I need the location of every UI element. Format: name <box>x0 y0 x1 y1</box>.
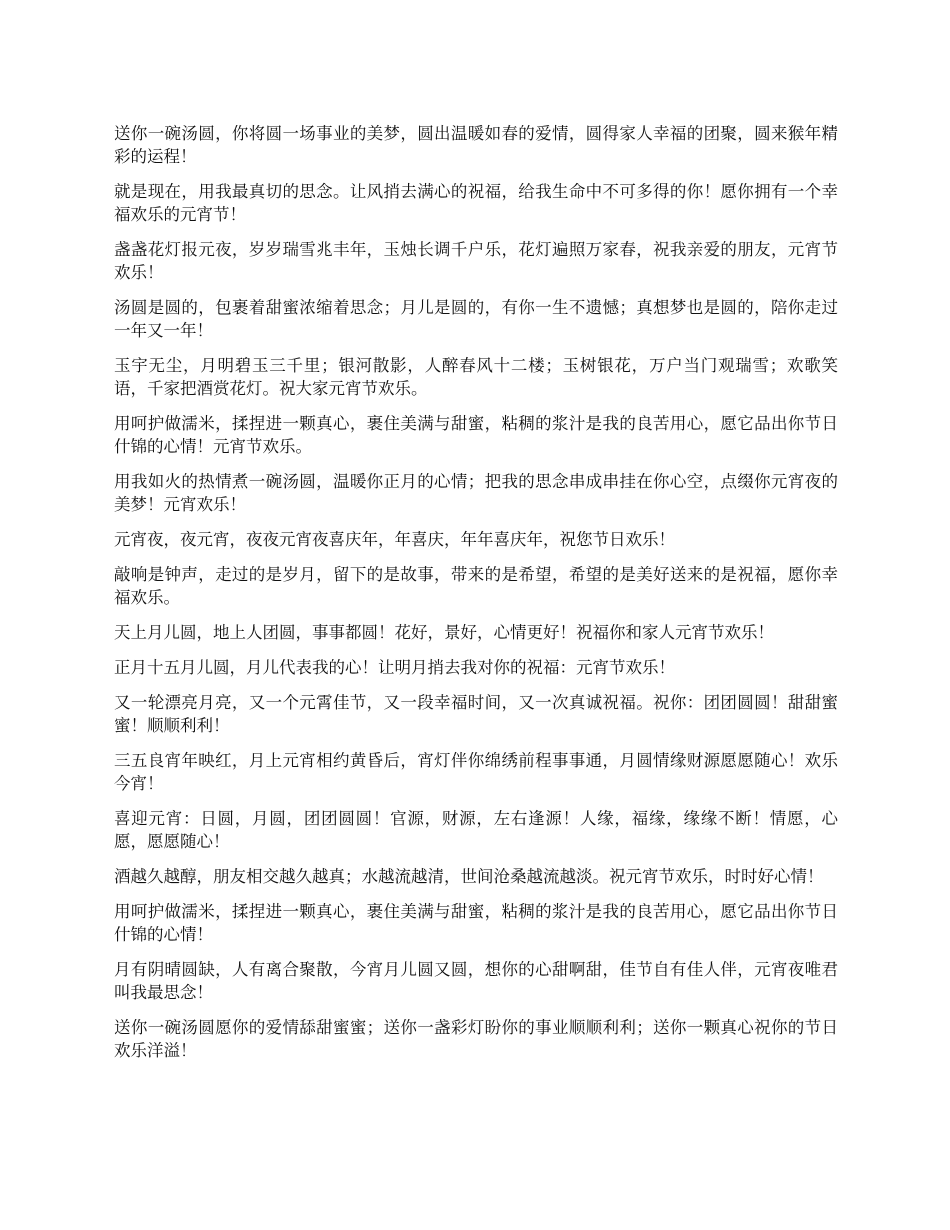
paragraph-3: 盏盏花灯报元夜，岁岁瑞雪兆丰年，玉烛长调千户乐，花灯遍照万家春，祝我亲爱的朋友，元宵节欢乐！ <box>114 240 838 282</box>
paragraph-9: 敲响是钟声，走过的是岁月，留下的是故事，带来的是希望，希望的是美好送来的是祝福，愿你幸福欢乐。 <box>114 565 838 607</box>
paragraph-6: 用呵护做濡米，揉捏进一颗真心，裹住美满与甜蜜，粘稠的浆汁是我的良苦用心，愿它品出你节日什锦的心情！元宵节欢乐。 <box>114 414 838 456</box>
paragraph-18: 送你一碗汤圆愿你的爱情舔甜蜜蜜；送你一盏彩灯盼你的事业顺顺利利；送你一颗真心祝你的节日欢乐洋溢！ <box>114 1018 838 1060</box>
paragraph-11: 正月十五月儿圆，月儿代表我的心！让明月捎去我对你的祝福：元宵节欢乐！ <box>114 658 675 677</box>
paragraph-1: 送你一碗汤圆，你将圆一场事业的美梦，圆出温暖如春的爱情，圆得家人幸福的团聚，圆来猴年精彩的运程！ <box>114 124 838 166</box>
paragraph-15: 酒越久越醇，朋友相交越久越真；水越流越清，世间沧桑越流越淡。祝元宵节欢乐，时时好心情！ <box>114 867 824 886</box>
document-body <box>114 122 838 1074</box>
paragraph-10: 天上月儿圆，地上人团圆，事事都圆！花好，景好，心情更好！祝福你和家人元宵节欢乐！ <box>114 623 774 642</box>
paragraph-17: 月有阴晴圆缺，人有离合聚散，今宵月儿圆又圆，想你的心甜啊甜，佳节自有佳人伴，元宵夜唯君叫我最思念！ <box>114 960 838 1002</box>
paragraph-7: 用我如火的热情煮一碗汤圆，温暖你正月的心情；把我的思念串成串挂在你心空，点缀你元宵夜的美梦！元宵欢乐！ <box>114 472 838 514</box>
paragraph-4: 汤圆是圆的，包裹着甜蜜浓缩着思念；月儿是圆的，有你一生不遗憾；真想梦也是圆的，陪你走过一年又一年！ <box>114 298 838 340</box>
paragraph-16: 用呵护做濡米，揉捏进一颗真心，裹住美满与甜蜜，粘稠的浆汁是我的良苦用心，愿它品出你节日什锦的心情！ <box>114 902 838 944</box>
paragraph-14: 喜迎元宵：日圆，月圆，团团圆圆！官源，财源，左右逢源！人缘，福缘，缘缘不断！情愿，心愿，愿愿随心！ <box>114 809 838 851</box>
paragraph-13: 三五良宵年映红，月上元宵相约黄昏后，宵灯伴你绵绣前程事事通，月圆情缘财源愿愿随心！欢乐今宵！ <box>114 751 838 793</box>
paragraph-2: 就是现在，用我最真切的思念。让风捎去满心的祝福，给我生命中不可多得的你！愿你拥有一个幸福欢乐的元宵节！ <box>114 182 838 224</box>
paragraph-12: 又一轮漂亮月亮，又一个元霄佳节，又一段幸福时间，又一次真诚祝福。祝你：团团圆圆！甜甜蜜蜜！顺顺利利！ <box>114 693 838 735</box>
paragraph-8: 元宵夜，夜元宵，夜夜元宵夜喜庆年，年喜庆，年年喜庆年，祝您节日欢乐！ <box>114 530 675 549</box>
paragraph-5: 玉宇无尘，月明碧玉三千里；银河散影，人醉春风十二楼；玉树银花，万户当门观瑞雪；欢歌笑语，千家把酒赏花灯。祝大家元宵节欢乐。 <box>114 356 838 398</box>
